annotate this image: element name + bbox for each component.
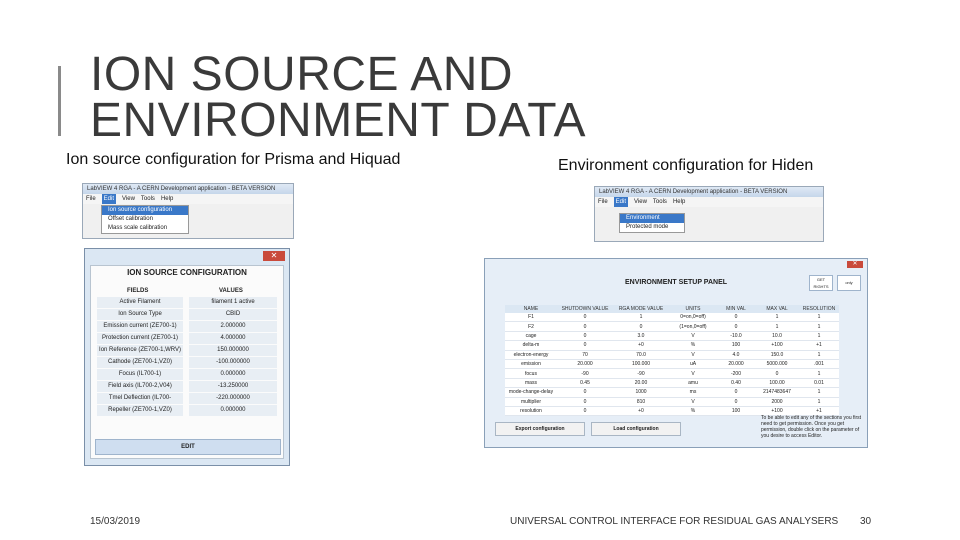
field-value[interactable]: CBID <box>189 309 277 320</box>
field-value[interactable]: 0.000000 <box>189 369 277 380</box>
table-row[interactable] <box>505 378 839 387</box>
get-rights-line2: RIGHTS <box>813 284 829 289</box>
load-configuration-button[interactable]: Load configuration <box>591 422 681 436</box>
table-cell[interactable]: F1 <box>505 313 557 322</box>
environment-table <box>505 305 839 416</box>
table-cell[interactable]: 20.000 <box>717 359 755 368</box>
column-header: RESOLUTION <box>799 305 839 313</box>
table-cell[interactable]: delta-m <box>505 341 557 350</box>
table-cell[interactable]: 2000 <box>755 397 799 406</box>
table-cell[interactable]: -90 <box>613 369 669 378</box>
menu-item-offset-calibration[interactable]: Offset calibration <box>108 216 153 222</box>
table-cell[interactable]: 0 <box>717 322 755 331</box>
table-cell[interactable]: 20.000 <box>557 359 613 368</box>
menu-help[interactable]: Help <box>672 199 686 205</box>
table-cell[interactable]: 0 <box>717 313 755 322</box>
ion-source-panel <box>90 265 284 459</box>
table-cell[interactable]: multiplier <box>505 397 557 406</box>
panel-header: ION SOURCE CONFIGURATION <box>127 268 247 277</box>
field-value[interactable]: -100.000000 <box>189 357 277 368</box>
table-cell[interactable]: 1 <box>755 322 799 331</box>
table-cell[interactable]: .001 <box>799 359 839 368</box>
ion-row <box>97 369 277 380</box>
table-cell[interactable]: +0 <box>613 406 669 415</box>
table-row[interactable] <box>505 322 839 331</box>
table-cell[interactable]: V <box>669 331 717 340</box>
table-cell[interactable]: -90 <box>557 369 613 378</box>
table-cell[interactable]: 1 <box>799 350 839 359</box>
menu-tools[interactable]: Tools <box>652 199 667 205</box>
menu-window-title: LabVIEW 4 RGA - A CERN Development application - BETA VERSION <box>595 187 823 197</box>
field-label: Tmel Deflection (IL700- <box>97 393 183 404</box>
page-number: 30 <box>860 516 872 527</box>
column-header: NAME <box>505 305 557 313</box>
panel-header: ENVIRONMENT SETUP PANEL <box>624 279 728 286</box>
table-cell[interactable]: 70 <box>557 350 613 359</box>
table-cell[interactable]: 1 <box>799 313 839 322</box>
table-cell[interactable]: 1 <box>799 369 839 378</box>
table-cell[interactable]: V <box>669 369 717 378</box>
only-button[interactable]: only <box>837 275 861 291</box>
menu-view[interactable]: View <box>634 199 647 205</box>
menu-edit[interactable]: Edit <box>615 199 627 205</box>
column-header: MIN VAL <box>717 305 755 313</box>
table-cell[interactable]: % <box>669 341 717 350</box>
table-cell[interactable]: 1 <box>799 331 839 340</box>
table-row[interactable] <box>505 341 839 350</box>
menu-edit[interactable]: Edit <box>103 196 115 202</box>
field-label: Ion Reference (ZE700-1,WRV) <box>97 345 183 356</box>
menu-item-protected-mode[interactable]: Protected mode <box>626 224 669 230</box>
field-label: Protection current (ZE700-1) <box>97 333 183 344</box>
table-cell[interactable]: 0 <box>557 331 613 340</box>
menu-help[interactable]: Help <box>160 196 174 202</box>
menu-window-left <box>82 183 294 239</box>
table-cell[interactable]: 0.01 <box>799 378 839 387</box>
table-cell[interactable]: electron-energy <box>505 350 557 359</box>
column-values: VALUES <box>219 288 243 294</box>
table-cell[interactable]: 5000.000 <box>755 359 799 368</box>
column-fields: FIELDS <box>127 288 149 294</box>
menu-bar <box>595 197 823 207</box>
table-cell[interactable]: cage <box>505 331 557 340</box>
permission-note: To be able to edit any of the sections you first need to get permission. Once you get permission, double click on the parameter of you desire to access Editor. <box>761 415 862 439</box>
table-body <box>505 313 839 416</box>
column-header: RGA MODE VALUE <box>613 305 669 313</box>
table-cell[interactable]: 1 <box>799 397 839 406</box>
table-cell[interactable]: 1000 <box>613 388 669 397</box>
field-label: Active Filament <box>97 297 183 308</box>
table-cell[interactable]: 1 <box>799 388 839 397</box>
column-header: UNITS <box>669 305 717 313</box>
table-cell[interactable]: 810 <box>613 397 669 406</box>
close-button[interactable]: ✕ <box>263 251 285 261</box>
table-cell[interactable]: 20.00 <box>613 378 669 387</box>
menu-file[interactable]: File <box>86 196 96 202</box>
table-cell[interactable]: V <box>669 397 717 406</box>
table-cell[interactable]: +1 <box>799 341 839 350</box>
table-cell[interactable]: +0 <box>613 341 669 350</box>
table-cell[interactable]: 0 <box>717 397 755 406</box>
table-cell[interactable]: 100 <box>717 406 755 415</box>
export-configuration-button[interactable]: Export configuration <box>495 422 585 436</box>
column-header: MAX VAL <box>755 305 799 313</box>
table-row[interactable] <box>505 397 839 406</box>
table-cell[interactable]: +100 <box>755 341 799 350</box>
ion-row <box>97 357 277 368</box>
menu-window-title: LabVIEW 4 RGA - A CERN Development application - BETA VERSION <box>83 184 293 194</box>
field-value[interactable]: 2.000000 <box>189 321 277 332</box>
subtitle-environment: Environment configuration for Hiden <box>558 157 814 174</box>
table-cell[interactable]: +100 <box>755 406 799 415</box>
table-cell[interactable]: V <box>669 350 717 359</box>
table-cell[interactable]: 2147483647 <box>755 388 799 397</box>
ion-rows <box>97 297 277 417</box>
ion-source-dialog <box>84 248 290 466</box>
table-cell[interactable]: 0 <box>557 313 613 322</box>
table-cell[interactable]: 4.0 <box>717 350 755 359</box>
table-cell[interactable]: 100.00 <box>755 378 799 387</box>
menu-item-environment[interactable]: Environment <box>620 214 684 223</box>
table-cell[interactable]: 1 <box>613 313 669 322</box>
ion-row <box>97 393 277 404</box>
table-cell[interactable]: 3.0 <box>613 331 669 340</box>
table-row[interactable] <box>505 350 839 359</box>
field-value[interactable]: -220.000000 <box>189 393 277 404</box>
column-header: SHUTDOWN VALUE <box>557 305 613 313</box>
table-row[interactable] <box>505 313 839 322</box>
ion-row <box>97 333 277 344</box>
table-cell[interactable]: -10.0 <box>717 331 755 340</box>
table-cell[interactable]: 0 <box>557 397 613 406</box>
menu-bar <box>83 194 293 204</box>
ion-row <box>97 345 277 356</box>
slide-title-line2: ENVIRONMENT DATA <box>90 94 587 147</box>
table-cell[interactable]: 100.000 <box>613 359 669 368</box>
slide-title-line1: ION SOURCE AND <box>90 48 514 101</box>
table-cell[interactable]: 70.0 <box>613 350 669 359</box>
table-cell[interactable]: 0 <box>557 322 613 331</box>
table-cell[interactable]: 150.0 <box>755 350 799 359</box>
field-value[interactable]: filament 1 active <box>189 297 277 308</box>
table-cell[interactable]: F2 <box>505 322 557 331</box>
table-cell[interactable]: % <box>669 406 717 415</box>
table-cell[interactable]: mass <box>505 378 557 387</box>
table-cell[interactable]: 10.0 <box>755 331 799 340</box>
field-label: Focus (IL700-1) <box>97 369 183 380</box>
table-cell[interactable]: 0=on,0=off) <box>669 313 717 322</box>
table-cell[interactable]: 0.45 <box>557 378 613 387</box>
table-cell[interactable]: 0 <box>557 341 613 350</box>
environment-dialog <box>484 258 868 448</box>
ion-row <box>97 405 277 416</box>
subtitle-ion-source: Ion source configuration for Prisma and Hiquad <box>66 151 401 168</box>
edit-button[interactable]: EDIT <box>95 439 281 455</box>
field-label: Repeller (ZE700-1,VZ0) <box>97 405 183 416</box>
table-row[interactable] <box>505 369 839 378</box>
table-cell[interactable]: 1 <box>799 322 839 331</box>
field-label: Ion Source Type <box>97 309 183 320</box>
field-value[interactable]: 4.000000 <box>189 333 277 344</box>
menu-view[interactable]: View <box>122 196 135 202</box>
ion-row <box>97 321 277 332</box>
table-cell[interactable]: resolution <box>505 406 557 415</box>
table-cell[interactable]: (1=on,0=off) <box>669 322 717 331</box>
footer-date: 15/03/2019 <box>90 516 141 527</box>
menu-file[interactable]: File <box>598 199 608 205</box>
table-cell[interactable]: 0 <box>557 388 613 397</box>
table-cell[interactable]: 100 <box>717 341 755 350</box>
menu-item-mass-scale-calibration[interactable]: Mass scale calibration <box>108 225 168 231</box>
table-cell[interactable]: +1 <box>799 406 839 415</box>
menu-window-right <box>594 186 824 242</box>
table-header-row <box>505 305 839 313</box>
table-row[interactable] <box>505 388 839 397</box>
edit-dropdown <box>101 205 189 234</box>
field-label: Emission current (ZE700-1) <box>97 321 183 332</box>
close-button[interactable]: ✕ <box>847 261 863 268</box>
field-value[interactable]: 150.000000 <box>189 345 277 356</box>
slide-title <box>90 48 587 147</box>
table-cell[interactable]: 0.40 <box>717 378 755 387</box>
get-rights-line1: GET <box>816 277 826 282</box>
table-cell[interactable]: 0 <box>613 322 669 331</box>
table-row[interactable] <box>505 359 839 368</box>
table-cell[interactable]: 0 <box>755 369 799 378</box>
table-cell[interactable]: emission <box>505 359 557 368</box>
field-label: Field axis (IL700-2,V04) <box>97 381 183 392</box>
title-accent-bar <box>58 66 61 136</box>
table-cell[interactable]: 1 <box>755 313 799 322</box>
table-row[interactable] <box>505 331 839 340</box>
table-cell[interactable]: ms <box>669 388 717 397</box>
table-cell[interactable]: 0 <box>557 406 613 415</box>
menu-tools[interactable]: Tools <box>140 196 155 202</box>
field-label: Cathode (ZE700-1,VZ0) <box>97 357 183 368</box>
footer-title: UNIVERSAL CONTROL INTERFACE FOR RESIDUAL GAS ANALYSERS <box>510 516 839 527</box>
table-cell[interactable]: mode-change-delay <box>505 388 557 397</box>
table-cell[interactable]: focus <box>505 369 557 378</box>
ion-row <box>97 297 277 308</box>
get-rights-button[interactable] <box>809 275 833 291</box>
table-cell[interactable]: amu <box>669 378 717 387</box>
table-cell[interactable]: -200 <box>717 369 755 378</box>
field-value[interactable]: -13.250000 <box>189 381 277 392</box>
ion-row <box>97 309 277 320</box>
table-cell[interactable]: uA <box>669 359 717 368</box>
ion-row <box>97 381 277 392</box>
edit-dropdown <box>619 213 685 233</box>
table-cell[interactable]: 0 <box>717 388 755 397</box>
field-value[interactable]: 0.000000 <box>189 405 277 416</box>
menu-item-ion-source-configuration[interactable]: Ion source configuration <box>102 206 188 215</box>
